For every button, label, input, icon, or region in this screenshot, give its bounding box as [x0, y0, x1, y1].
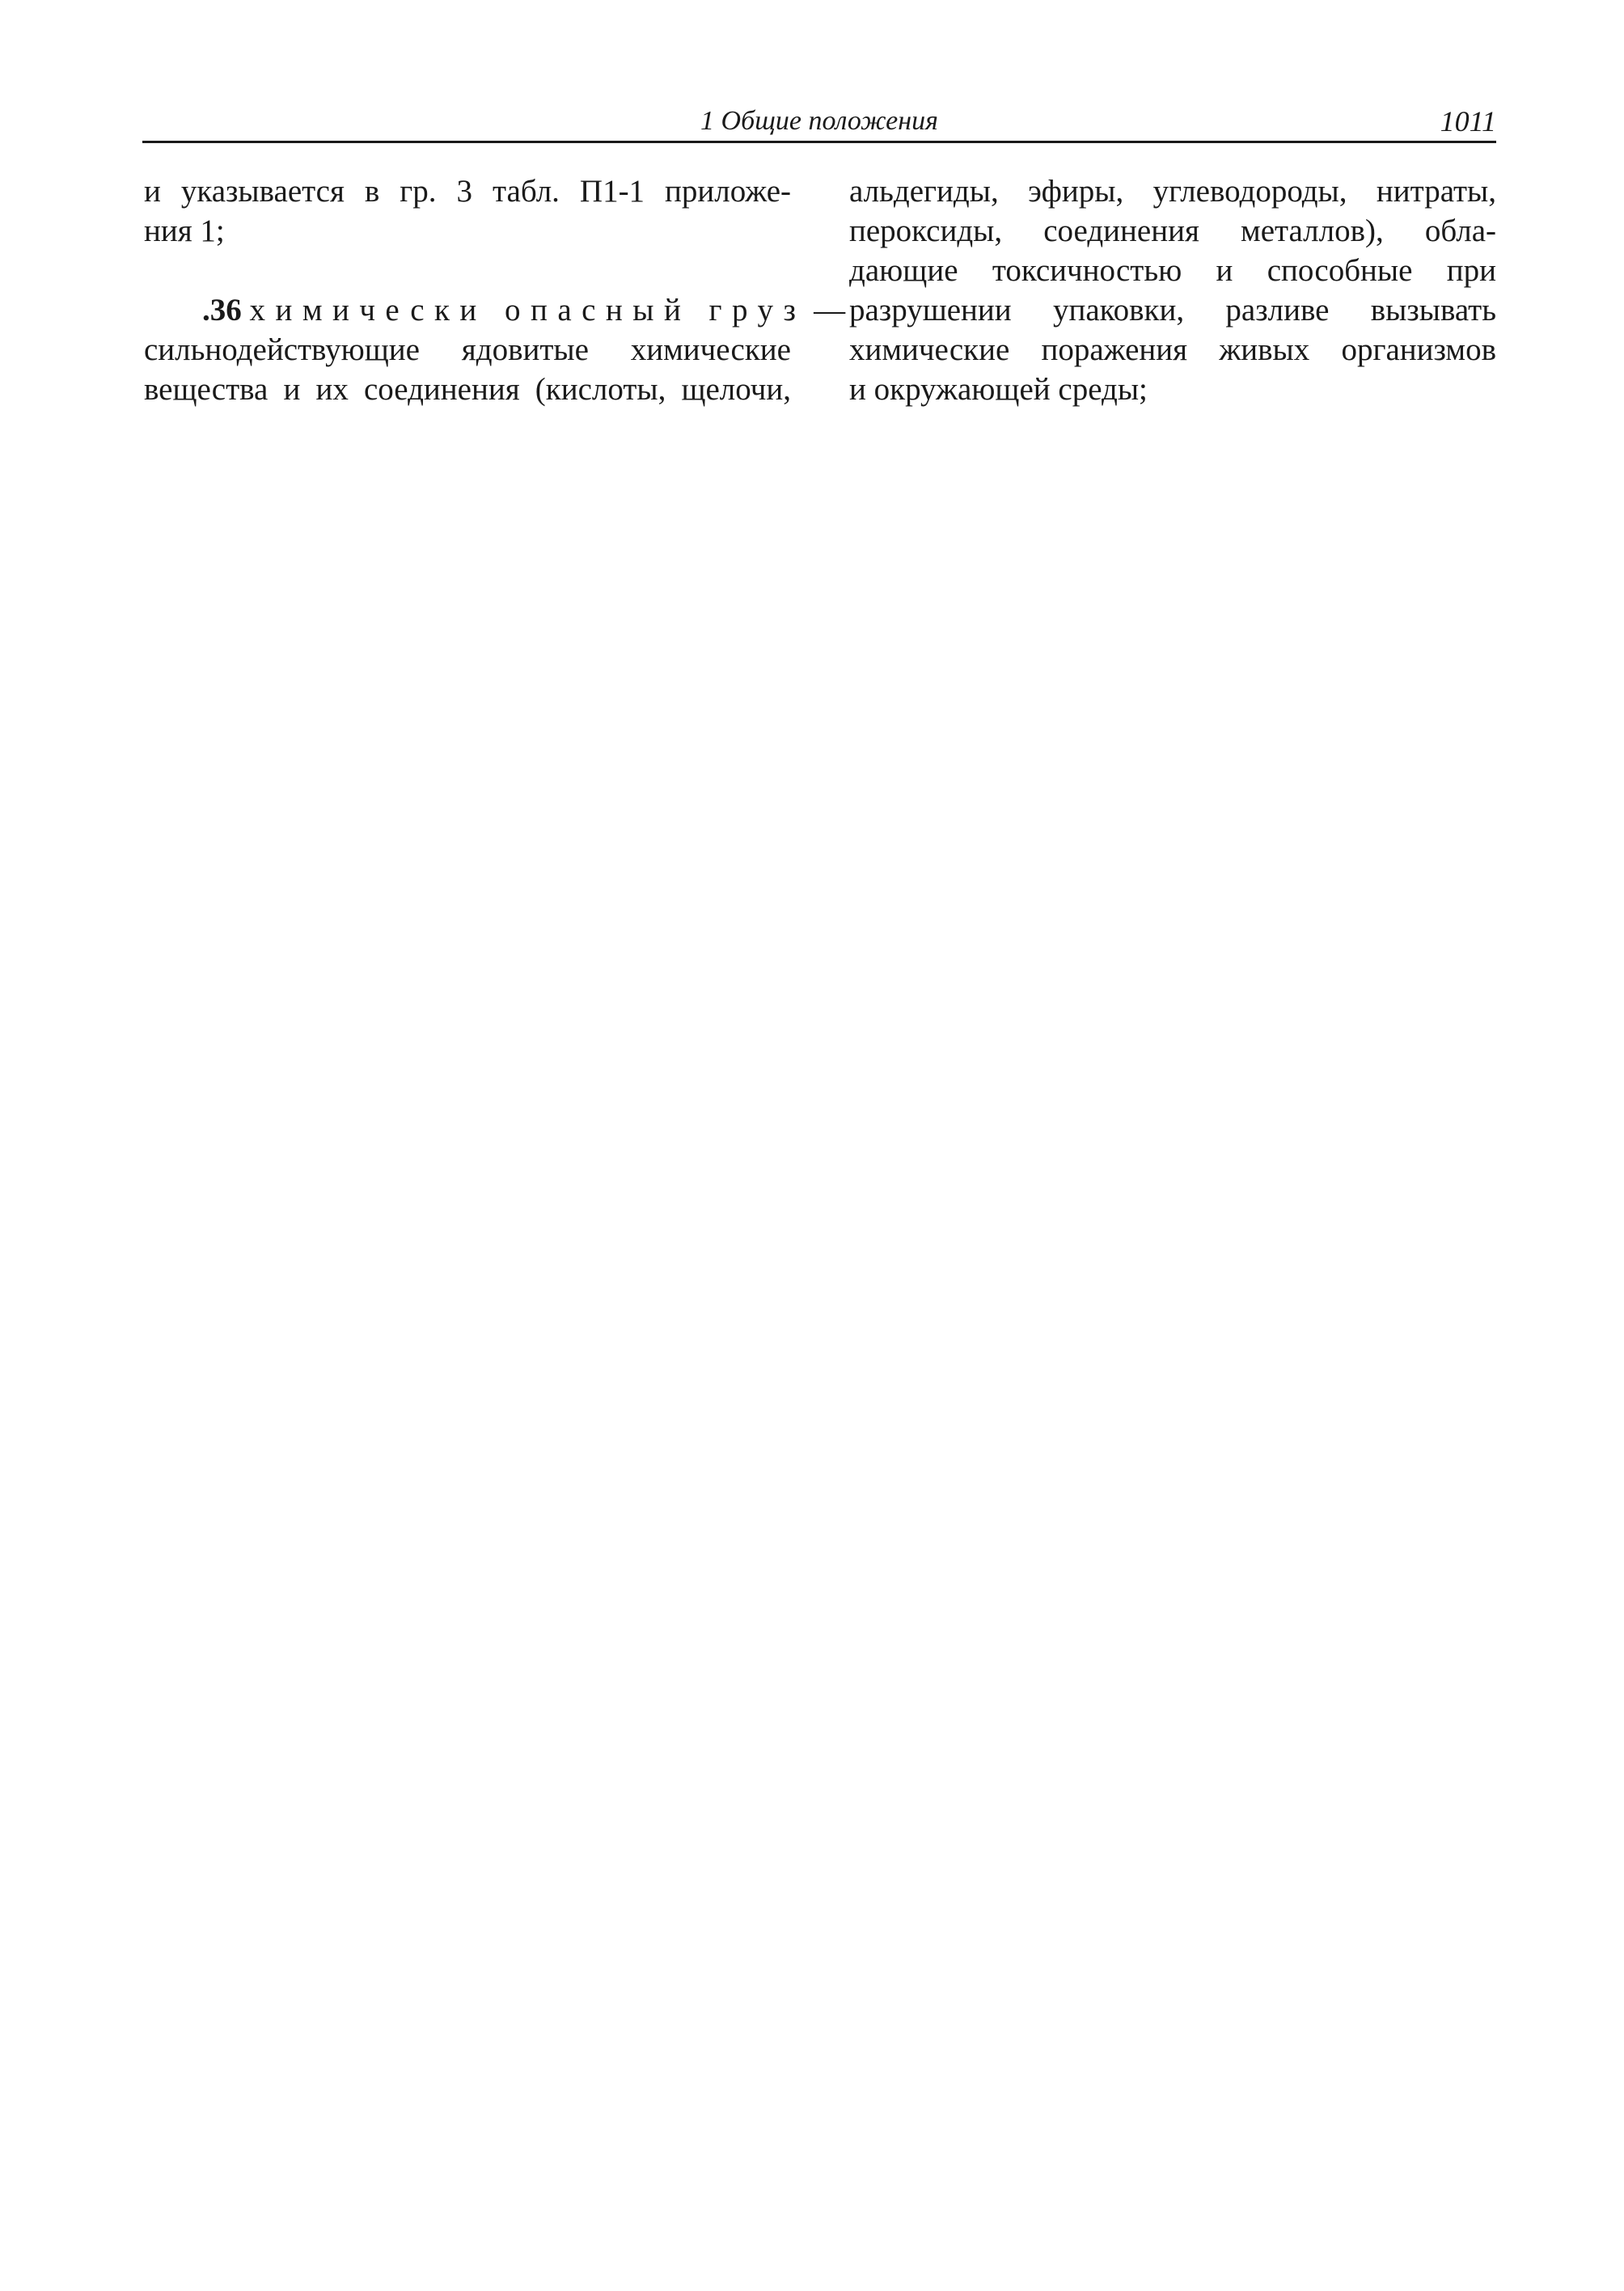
right-column — [849, 171, 1496, 409]
continuation-paragraph — [144, 171, 791, 251]
text-line: пероксиды, соединения металлов), обла- — [849, 213, 1496, 248]
text-line: вещества и их соединения (кислоты, щелочи, — [144, 372, 791, 407]
text-line: дающие токсичностью и способные при — [849, 253, 1496, 288]
text-line: и окружающей среды; — [849, 372, 1148, 407]
text-line: химические поражения живых организмов — [849, 332, 1496, 367]
text-line: альдегиды, эфиры, углеводороды, нитраты, — [849, 174, 1496, 209]
definition-paragraph — [144, 290, 846, 409]
clause-number: .36 — [202, 293, 242, 328]
text-line: сильнодействующие ядовитые химические — [144, 332, 791, 367]
header-title: 1 Общие положения — [700, 106, 938, 136]
text-line: и указывается в гр. 3 табл. П1-1 приложе- — [144, 174, 791, 209]
definition-continuation — [849, 171, 1496, 409]
defined-term: химически опасный груз — [249, 293, 806, 328]
left-column — [144, 171, 846, 409]
text-line: разрушении упаковки, разливе вызывать — [849, 293, 1496, 328]
definition-first-line — [144, 290, 846, 330]
running-header — [142, 102, 1496, 143]
page-number: 1011 — [1440, 105, 1496, 137]
text-line: ния 1; — [144, 213, 225, 248]
term-dash: — — [806, 293, 846, 328]
